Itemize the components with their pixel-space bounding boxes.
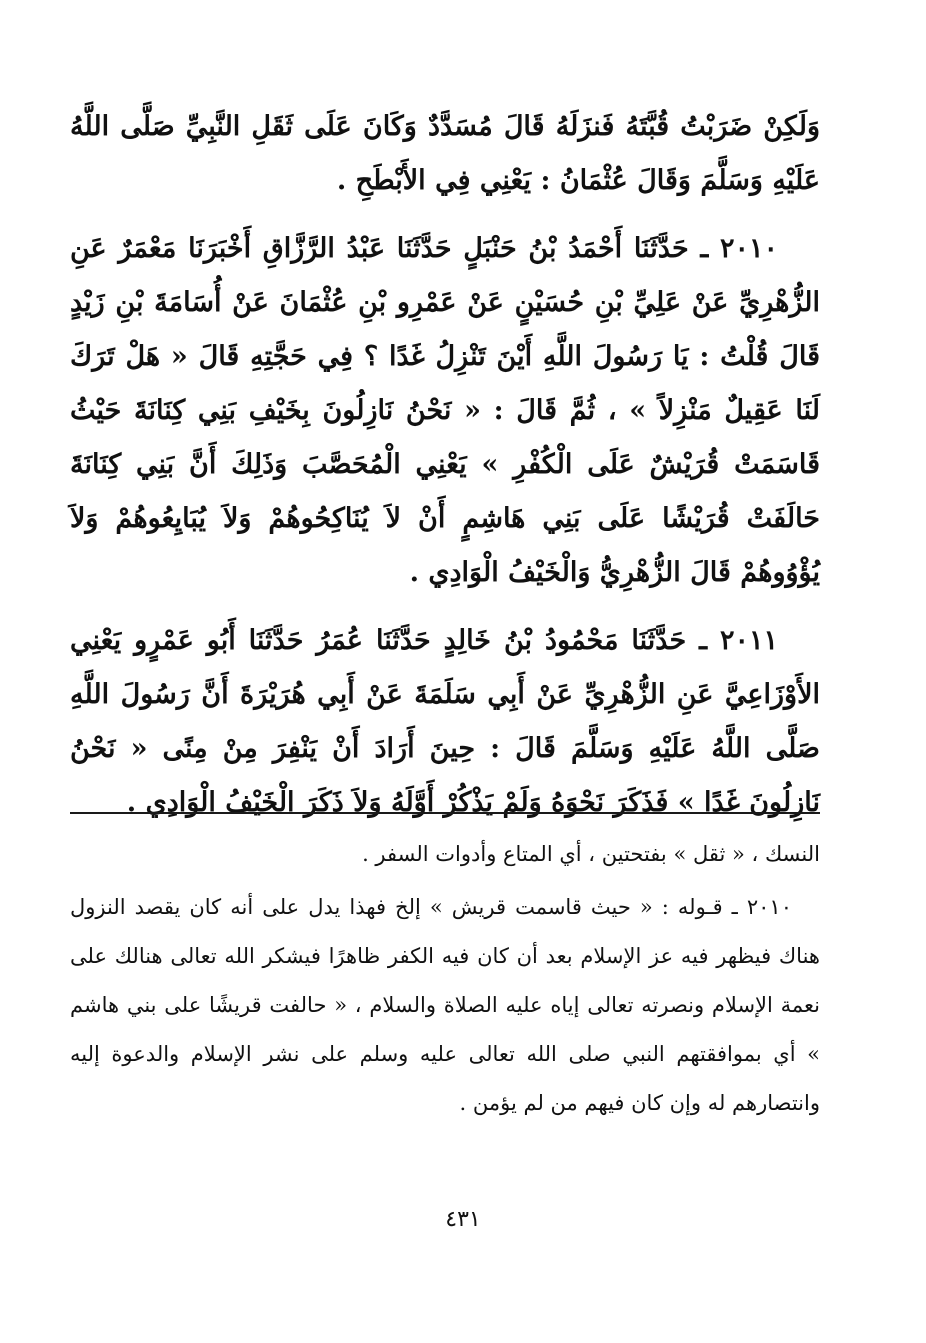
hadith-2011: ٢٠١١ ـ حَدَّثَنَا مَحْمُودُ بْنُ خَالِدٍ حَدَّثَنَا عُمَرُ حَدَّثَنَا أَبُو عَمْرٍو يَعْنِي الأَوْزَاعِيَّ عَنِ الزُّهْرِيِّ عَنْ أَبِي سَلَمَةَ عَنْ أَبِي هُرَيْرَةَ أَنَّ رَسُولَ اللَّهِ صَلَّى اللَّهُ عَلَيْهِ وَسَلَّمَ قَالَ : حِينَ أَرَادَ أَنْ يَنْفِرَ مِنْ مِنًى « نَحْنُ نَازِلُونَ غَدًا » فَذَكَرَ نَحْوَهُ وَلَمْ يَذْكُرْ أَوَّلَهُ وَلاَ ذَكَرَ الْخَيْفُ الْوَادِي . bbox=[70, 625, 820, 818]
hadith-text-block bbox=[70, 100, 820, 844]
footnotes-block bbox=[70, 830, 820, 1132]
hadith-2010: ٢٠١٠ ـ حَدَّثَنَا أَحْمَدُ بْنُ حَنْبَلٍ حَدَّثَنَا عَبْدُ الرَّزَّاقِ أَخْبَرَنَا مَعْمَرٌ عَنِ الزُّهْرِيِّ عَنْ عَلِيِّ بْنِ حُسَيْنٍ عَنْ عَمْرِو بْنِ عُثْمَانَ عَنْ أُسَامَةَ بْنِ زَيْدٍ قَالَ قُلْتُ : يَا رَسُولَ اللَّهِ أَيْنَ تَنْزِلُ غَدًا ؟ فِي حَجَّتِهِ قَالَ « هَلْ تَرَكَ لَنَا عَقِيلٌ مَنْزِلاً » ، ثُمَّ قَالَ : « نَحْنُ نَازِلُونَ بِخَيْفِ بَنِي كِنَانَةَ حَيْثُ قَاسَمَتْ قُرَيْشٌ عَلَى الْكُفْرِ » يَعْنِي الْمُحَصَّبَ وَذَلِكَ أَنَّ بَنِي كِنَانَةَ حَالَفَتْ قُرَيْشًا عَلَى بَنِي هَاشِمٍ أَنْ لاَ يُنَاكِحُوهُمْ وَلاَ يُبَايِعُوهُمْ وَلاَ يُؤْوُوهُمْ قَالَ الزُّهْرِيُّ وَالْخَيْفُ الْوَادِي . bbox=[70, 233, 820, 588]
footnote-continuation: النسك ، « ثقل » بفتحتين ، أي المتاع وأدوات السفر . bbox=[362, 842, 820, 866]
hadith-continuation: وَلَكِنْ ضَرَبْتُ قُبَّتَهُ فَنزَلَهُ قَالَ مُسَدَّدٌ وَكَانَ عَلَى ثَقَلِ النَّبِيِّ صَلَّى اللَّهُ عَلَيْهِ وَسَلَّمَ وَقَالَ عُثْمَانُ : يَعْنِي فِي الأَبْطَحِ . bbox=[70, 111, 820, 196]
footnote-2010: ٢٠١٠ ـ قـوله : « حيث قاسمت قريش » إلخ فهذا يدل على أنه كان يقصد النزول هناك فيظهر فيه عز الإسلام بعد أن كان فيه الكفر ظاهرًا فيشكر الله تعالى هنالك على نعمة الإسلام ونصرته تعالى إياه عليه الصلاة والسلام ، « حالفت قريشًا على بني هاشم » أي بموافقتهم النبي صلى الله تعالى عليه وسلم على نشر الإسلام والدعوة إليه وانتصارهم له وإن كان فيهم من لم يؤمن . bbox=[70, 895, 820, 1115]
page-number: ٤٣١ bbox=[445, 1207, 481, 1232]
footnote-divider bbox=[70, 812, 820, 814]
